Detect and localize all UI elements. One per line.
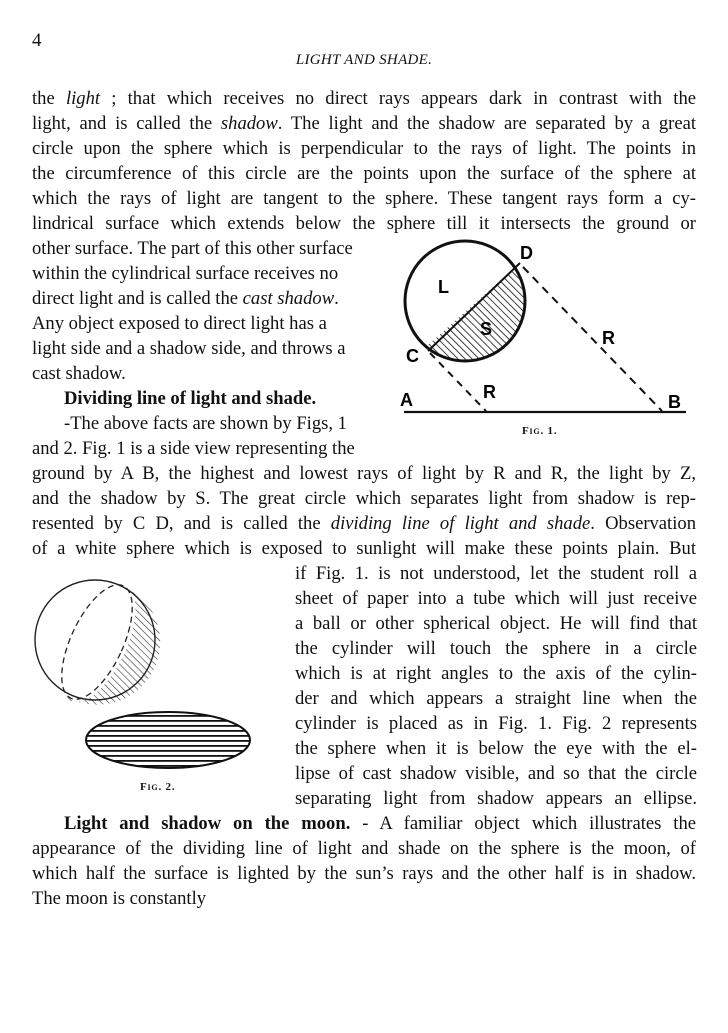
text-line: light side and a shadow side, and throws a — [32, 338, 346, 359]
text-line: direct light and is called the cast shadow. — [32, 288, 339, 309]
text-line: the light ; that which receives no direct rays appears dark in contrast with the — [32, 88, 696, 109]
label-r-lower: R — [483, 382, 496, 402]
text-line: and the shadow by S. The great circle which separates light from shadow is rep- — [32, 488, 696, 509]
text-line: if Fig. 1. is not understood, let the student roll a — [295, 563, 697, 584]
text-line: which the rays of light are tangent to the sphere. These tangent rays form a cy- — [32, 188, 696, 209]
text-line: which is at right angles to the axis of the cylin- — [295, 663, 697, 684]
section-heading: Dividing line of light and shade. — [64, 388, 317, 409]
text-line: light, and is called the shadow. The light and the shadow are separated by a great — [32, 113, 696, 134]
text-line: resented by C D, and is called the dividing line of light and shade. Observation — [32, 513, 696, 534]
label-c: C — [406, 346, 419, 366]
text-line: der and which appears a straight line when the — [295, 688, 697, 709]
sphere-shadow — [64, 589, 160, 705]
figure-2-caption: Fig. 2. — [140, 781, 176, 793]
text-line: lipse of cast shadow visible, and so that the circle — [295, 763, 697, 784]
text-line: sheet of paper into a tube which will just receive — [295, 588, 697, 609]
figure-1-caption: Fig. 1. — [522, 425, 558, 437]
text-line: the circumference of this circle are the points upon the surface of the sphere at — [32, 163, 696, 184]
cast-shadow-ellipse — [86, 712, 250, 768]
section-heading: Light and shadow on the moon. — [64, 813, 351, 834]
text-line: a ball or other spherical object. He will find that — [295, 613, 697, 634]
running-title: LIGHT AND SHADE. — [295, 52, 433, 68]
text-line: Any object exposed to direct light has a — [32, 313, 327, 334]
text-line: ground by A B, the highest and lowest rays of light by R and R, the light by Z, — [32, 463, 696, 484]
text-line: The moon is constantly — [32, 888, 207, 909]
text-line: the cylinder will touch the sphere in a circle — [295, 638, 697, 659]
text-line: lindrical surface which extends below the sphere till it intersects the ground or — [32, 213, 696, 234]
label-a: A — [400, 390, 413, 410]
text-line: cast shadow. — [32, 363, 126, 384]
text-line: Light and shadow on the moon. - A familiar object which illustrates the — [64, 813, 696, 834]
ray-upper — [523, 267, 662, 411]
text-line: -The above facts are shown by Figs, 1 — [64, 413, 347, 434]
label-r-upper: R — [602, 328, 615, 348]
text-line: and 2. Fig. 1 is a side view representing the — [32, 438, 355, 459]
label-b: B — [668, 392, 681, 412]
text-line: within the cylindrical surface receives no — [32, 263, 339, 284]
page-number: 4 — [32, 30, 42, 51]
label-s: S — [480, 319, 493, 339]
text-line: cylinder is placed as in Fig. 1. Fig. 2 represents — [295, 713, 697, 734]
text-line: separating light from shadow appears an ellipse. — [295, 788, 697, 809]
text-line: other surface. The part of this other surface — [32, 238, 353, 259]
figure-1 — [390, 235, 700, 445]
label-d: D — [520, 243, 533, 263]
text-line: the sphere when it is below the eye with the el- — [295, 738, 697, 759]
text-line: appearance of the dividing line of light and shade on the sphere is the moon, of — [32, 838, 696, 859]
text-line: of a white sphere which is exposed to sunlight will make these points plain. But — [32, 538, 696, 559]
label-l: L — [438, 277, 449, 297]
figure-2 — [30, 575, 290, 775]
text-line: circle upon the sphere which is perpendicular to the rays of light. The points in — [32, 138, 696, 159]
text-line: which half the surface is lighted by the sun’s rays and the other half is in shadow. — [32, 863, 696, 884]
